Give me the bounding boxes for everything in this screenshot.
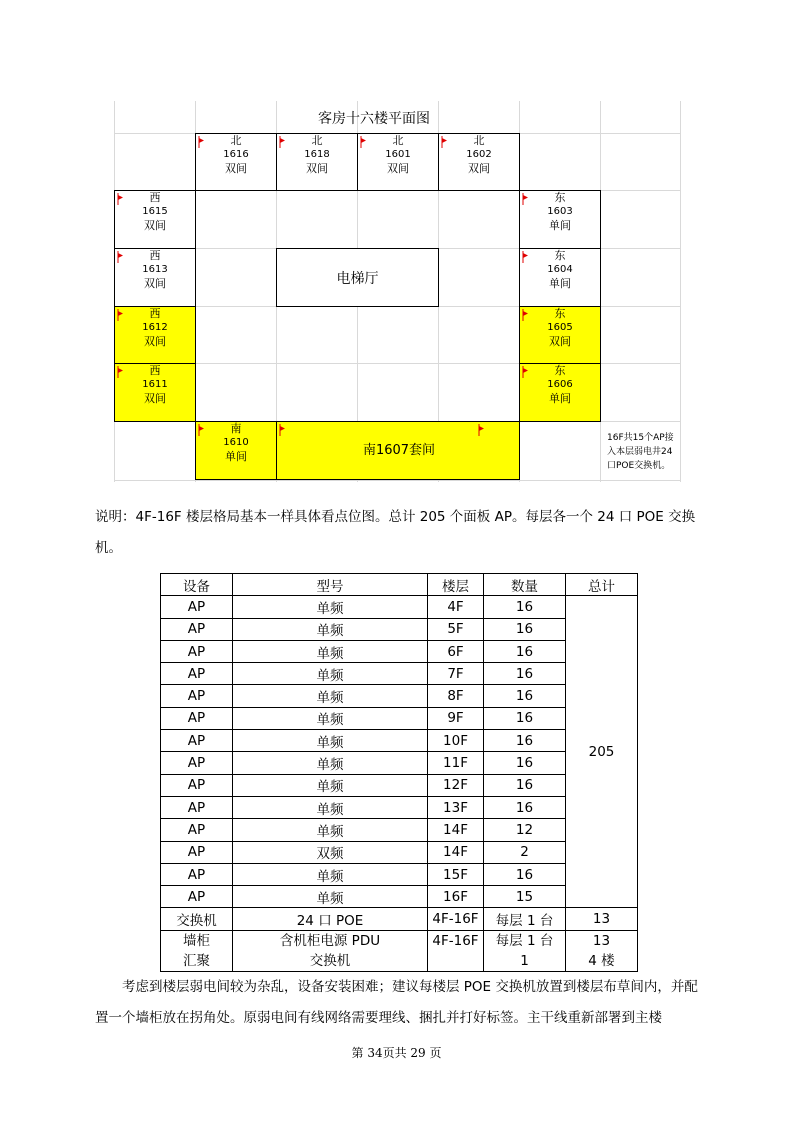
col-header-qty: 数量 <box>484 574 566 596</box>
cell-qty: 16 <box>484 596 566 618</box>
cell-line: 13 <box>592 932 611 949</box>
room-type: 双间 <box>144 219 166 232</box>
room-direction: 东 <box>554 307 566 320</box>
room-number: 1611 <box>142 379 168 390</box>
cell-floor: 9F <box>428 707 484 729</box>
cell-device: AP <box>161 663 233 685</box>
cell-total: 13 <box>566 908 638 930</box>
cell-model: 单频 <box>233 663 428 685</box>
col-header-floor: 楼层 <box>428 574 484 596</box>
ap-flag-icon <box>522 193 529 205</box>
cell-qty: 每层 1 台 <box>484 908 566 930</box>
room-1612 <box>114 306 196 364</box>
cell-floor: 4F <box>428 596 484 618</box>
room-type: 双间 <box>144 335 166 348</box>
room-direction: 西 <box>149 249 161 262</box>
room-type: 双间 <box>549 335 571 348</box>
cell-floor: 7F <box>428 663 484 685</box>
cell-floor: 5F <box>428 618 484 640</box>
ap-flag-icon <box>117 251 124 263</box>
col-header-device: 设备 <box>161 574 233 596</box>
room-1602 <box>438 133 520 191</box>
cell-model: 单频 <box>233 640 428 662</box>
cell-model: 单频 <box>233 707 428 729</box>
cell-device: AP <box>161 774 233 796</box>
cell-qty: 16 <box>484 663 566 685</box>
ap-flag-icon <box>198 424 205 436</box>
cell-device: AP <box>161 886 233 908</box>
cell-device: AP <box>161 640 233 662</box>
cell-model: 单频 <box>233 796 428 818</box>
cell-model: 单频 <box>233 886 428 908</box>
table-row-cabinet <box>161 930 638 971</box>
cell-model: 单频 <box>233 596 428 618</box>
ap-flag-icon <box>478 424 485 436</box>
table-row-switch <box>161 908 638 930</box>
room-direction: 西 <box>149 307 161 320</box>
ap-flag-icon <box>522 251 529 263</box>
floor-plan <box>114 101 681 482</box>
cell-floor: 16F <box>428 886 484 908</box>
cell-qty: 16 <box>484 752 566 774</box>
room-type: 单间 <box>549 277 571 290</box>
room-direction: 东 <box>554 249 566 262</box>
cell-model: 单频 <box>233 618 428 640</box>
cell-model: 单频 <box>233 752 428 774</box>
ap-flag-icon <box>117 366 124 378</box>
cell-device: 交换机 <box>161 908 233 930</box>
plan-title: 客房十六楼平面图 <box>318 111 430 127</box>
cell-floor: 15F <box>428 863 484 885</box>
cell-floor: 14F <box>428 819 484 841</box>
cell-line: 汇聚 <box>183 952 210 969</box>
room-type: 双间 <box>144 392 166 405</box>
cell-model: 单频 <box>233 730 428 752</box>
cell-device: AP <box>161 707 233 729</box>
cell-line: 1 <box>520 952 529 969</box>
room-1610 <box>195 421 277 480</box>
cell-floor: 10F <box>428 730 484 752</box>
cell-model: 双频 <box>233 841 428 863</box>
cell-total <box>566 930 638 971</box>
cell-qty <box>484 930 566 971</box>
cell-floor: 6F <box>428 640 484 662</box>
elevator-label: 电梯厅 <box>336 270 379 287</box>
room-direction: 北 <box>230 134 242 147</box>
cell-qty: 16 <box>484 863 566 885</box>
cell-device: AP <box>161 752 233 774</box>
room-number: 1616 <box>223 149 249 160</box>
elevator-hall <box>276 248 439 307</box>
ap-flag-icon <box>360 136 367 148</box>
cell-line: 墙柜 <box>183 932 210 949</box>
cell-model: 单频 <box>233 819 428 841</box>
room-1616 <box>195 133 277 191</box>
room-type: 双间 <box>144 277 166 290</box>
cell-device: AP <box>161 796 233 818</box>
ap-flag-icon <box>522 366 529 378</box>
table-header-row <box>161 574 638 596</box>
room-1605 <box>519 306 601 364</box>
cell-floor: 11F <box>428 752 484 774</box>
room-1618 <box>276 133 358 191</box>
suite-label: 南1607套间 <box>362 443 436 458</box>
room-direction: 北 <box>392 134 404 147</box>
ap-flag-icon <box>441 136 448 148</box>
room-direction: 西 <box>149 364 161 377</box>
ap-flag-icon <box>279 136 286 148</box>
room-1604 <box>519 248 601 307</box>
room-number: 1605 <box>547 322 573 333</box>
cell-qty: 16 <box>484 707 566 729</box>
grid-line <box>114 480 681 481</box>
cell-floor: 8F <box>428 685 484 707</box>
cell-floor: 4F-16F <box>428 908 484 930</box>
cell-ap-total: 205 <box>566 596 638 908</box>
cell-qty: 16 <box>484 730 566 752</box>
cell-floor: 12F <box>428 774 484 796</box>
cell-model <box>233 930 428 971</box>
cell-qty: 2 <box>484 841 566 863</box>
cell-device: AP <box>161 596 233 618</box>
cell-qty: 16 <box>484 685 566 707</box>
room-type: 双间 <box>225 162 247 175</box>
cell-line: 每层 1 台 <box>495 932 554 949</box>
cell-device: AP <box>161 863 233 885</box>
cell-qty: 16 <box>484 618 566 640</box>
cell-qty: 16 <box>484 640 566 662</box>
room-number: 1612 <box>142 322 168 333</box>
ap-flag-icon <box>522 309 529 321</box>
ap-flag-icon <box>279 424 286 436</box>
room-1606 <box>519 363 601 422</box>
room-type: 双间 <box>387 162 409 175</box>
cell-qty: 16 <box>484 774 566 796</box>
room-type: 单间 <box>549 392 571 405</box>
cell-qty: 15 <box>484 886 566 908</box>
cell-line: 4 楼 <box>588 952 615 969</box>
room-direction: 北 <box>473 134 485 147</box>
room-number: 1603 <box>547 206 573 217</box>
cell-line: 含机柜电源 PDU <box>279 932 381 949</box>
cell-model: 24 口 POE <box>233 908 428 930</box>
description-paragraph: 说明：4F-16F 楼层格局基本一样具体看点位图。总计 205 个面板 AP。每层各一个 24 口 POE 交换机。 <box>95 509 696 556</box>
room-number: 1602 <box>466 149 492 160</box>
cell-model: 单频 <box>233 685 428 707</box>
ap-flag-icon <box>117 309 124 321</box>
cell-floor: 13F <box>428 796 484 818</box>
room-type: 双间 <box>306 162 328 175</box>
room-type: 单间 <box>549 219 571 232</box>
cell-qty: 12 <box>484 819 566 841</box>
cell-floor: 4F-16F <box>428 930 484 971</box>
cell-device: AP <box>161 841 233 863</box>
room-1615 <box>114 190 196 249</box>
equipment-table <box>160 573 638 972</box>
cell-device: AP <box>161 819 233 841</box>
room-type: 双间 <box>468 162 490 175</box>
ap-flag-icon <box>198 136 205 148</box>
recommendation-paragraph: 考虑到楼层弱电间较为杂乱，设备安装困难；建议每楼层 POE 交换机放置到楼层布草间内，并配置一个墙柜放在拐角处。原弱电间有线网络需要理线、捆扎并打好标签。主干线重新部署到主楼 <box>95 979 698 1026</box>
cell-model: 单频 <box>233 863 428 885</box>
cell-device: AP <box>161 730 233 752</box>
room-number: 1604 <box>547 264 573 275</box>
cell-device <box>161 930 233 971</box>
cell-device: AP <box>161 618 233 640</box>
room-number: 1601 <box>385 149 411 160</box>
room-direction: 东 <box>554 191 566 204</box>
room-1611 <box>114 363 196 422</box>
grid-line <box>680 101 681 482</box>
table-row <box>161 596 638 618</box>
cell-qty: 16 <box>484 796 566 818</box>
room-number: 1613 <box>142 264 168 275</box>
cell-floor: 14F <box>428 841 484 863</box>
room-1601 <box>357 133 439 191</box>
col-header-model: 型号 <box>233 574 428 596</box>
col-header-total: 总计 <box>566 574 638 596</box>
room-1603 <box>519 190 601 249</box>
cell-device: AP <box>161 685 233 707</box>
cell-model: 单频 <box>233 774 428 796</box>
room-1613 <box>114 248 196 307</box>
cell-line: 交换机 <box>309 952 351 969</box>
room-number: 1606 <box>547 379 573 390</box>
room-direction: 北 <box>311 134 323 147</box>
room-direction: 西 <box>149 191 161 204</box>
room-direction: 南 <box>230 422 242 435</box>
page-footer: 第 34页共 29 页 <box>351 1046 442 1060</box>
room-number: 1615 <box>142 206 168 217</box>
room-direction: 东 <box>554 364 566 377</box>
ap-flag-icon <box>117 193 124 205</box>
room-number: 1610 <box>223 437 249 448</box>
room-type: 单间 <box>225 450 247 463</box>
plan-note: 16F共15个AP接入本层弱电井24口POE交换机。 <box>607 433 674 471</box>
room-number: 1618 <box>304 149 330 160</box>
